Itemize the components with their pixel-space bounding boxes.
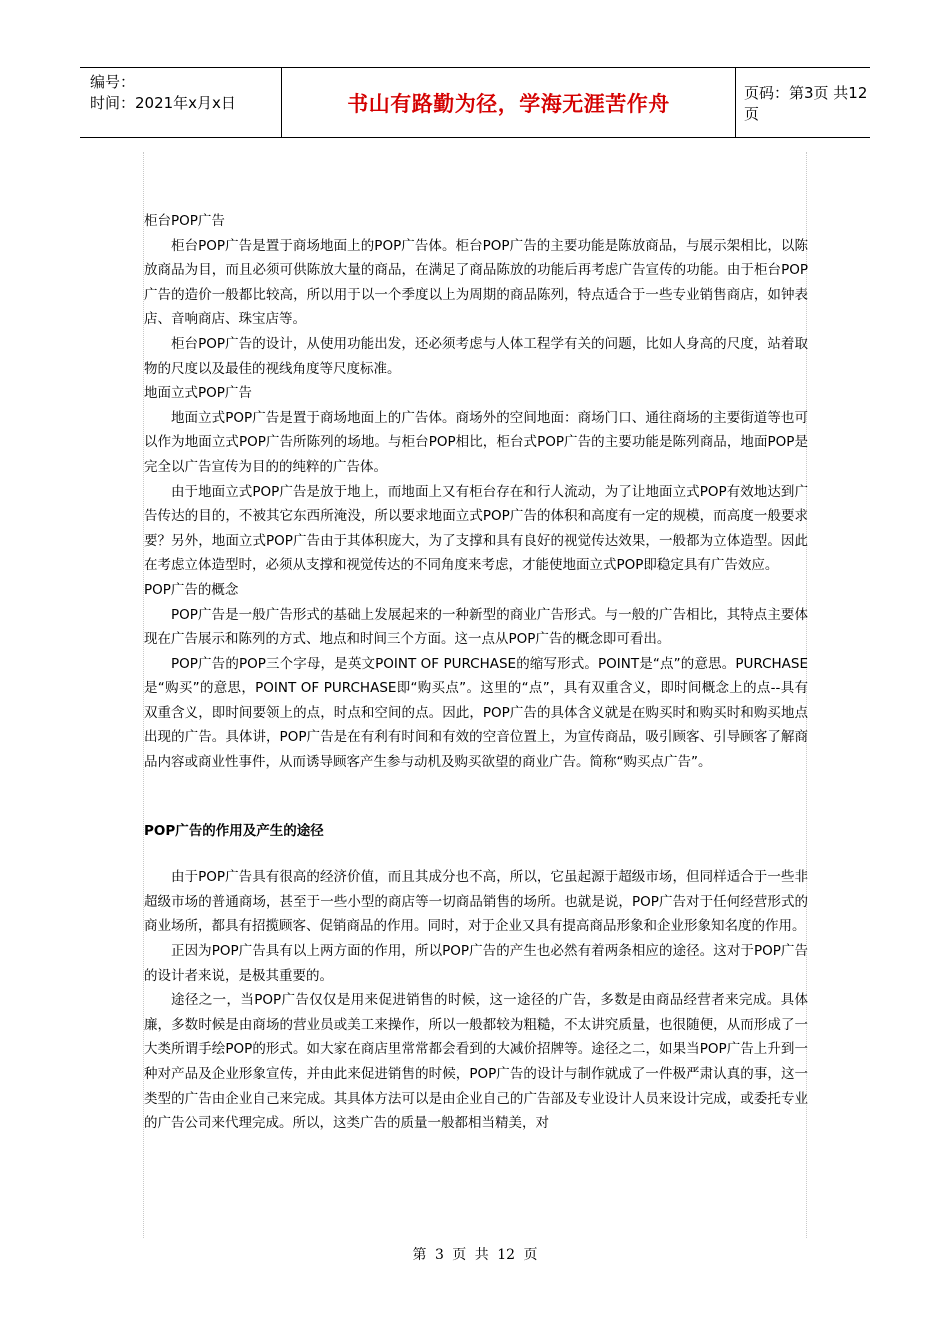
section-title: POP广告的作用及产生的途径: [144, 822, 324, 839]
body-paragraph: 由于地面立式POP广告是放于地上，而地面上又有柜台存在和行人流动，为了让地面立式POP有效地达到广告传达的目的，不被其它东西所淹没，所以要求地面立式POP广告的体积和高度有一定的规模，而高度一般要求要？另外，地面立式POP广告由于其体积庞大，为了支撑和具有良好的视觉传达效果，一般都为立体造型。因此在考虑立体造型时，必须从支撑和视觉传达的不同角度来考虑，才能使地面立式POP即稳定具有广告效应。: [144, 483, 808, 574]
date-label: 时间：2021年x月x日: [90, 94, 236, 112]
heading-counter-pop: 柜台POP广告: [144, 213, 225, 229]
page-footer: 第 3 页 共 12 页: [412, 1247, 538, 1263]
body-paragraph: POP广告是一般广告形式的基础上发展起来的一种新型的商业广告形式。与一般的广告相比，其特点主要体现在广告展示和陈列的方式、地点和时间三个方面。这一点从POP广告的概念即可看出。: [144, 606, 808, 648]
header-slogan-cell: [281, 68, 736, 137]
slogan: 书山有路勤为径，学海无涯苦作舟: [347, 91, 670, 116]
body-paragraph: 途径之一，当POP广告仅仅是用来促进销售的时候，这一途径的广告，多数是由商品经营者来完成。具体廉，多数时候是由商场的营业员或美工来操作，所以一般都较为粗糙，不太讲究质量，也很随便，从而形成了一大类所谓手绘POP的形式。如大家在商店里常常都会看到的大减价招牌等。途径之二，如果当POP广告上升到一种对产品及企业形象宣传，并由此来促进销售的时候，POP广告的设计与制作就成了一件极严肃认真的事，这一类型的广告由企业自己来完成。其具体方法可以是由企业自己的广告部及专业设计人员来设计完成，或委托专业的广告公司来代理完成。所以，这类广告的质量一般都相当精美，对: [144, 992, 808, 1132]
body-paragraph: 柜台POP广告的设计，从使用功能出发，还必须考虑与人体工程学有关的问题，比如人身高的尺度，站着取物的尺度以及最佳的视线角度等尺度标准。: [144, 335, 808, 377]
serial-label: 编号：: [90, 73, 136, 91]
body-paragraph: 由于POP广告具有很高的经济价值，而且其成分也不高，所以，它虽起源于超级市场，但同样适合于一些非超级市场的普通商场，甚至于一些小型的商店等一切商品销售的场所。也就是说，POP广告对于任何经营形式的商业场所，都具有招揽顾客、促销商品的作用。同时，对于企业又具有提高商品形象和企业形象知名度的作用。: [144, 869, 808, 935]
heading-pop-concept: POP广告的概念: [144, 581, 239, 598]
header-page-cell: [736, 68, 870, 137]
header-meta-cell: [80, 68, 281, 137]
heading-floor-pop: 地面立式POP广告: [144, 385, 252, 402]
page-info: 页码：第3页 共12页: [744, 83, 868, 123]
body-paragraph: 柜台POP广告是置于商场地面上的POP广告体。柜台POP广告的主要功能是陈放商品，与展示架相比，以陈放商品为目，而且必须可供陈放大量的商品，在满足了商品陈放的功能后再考虑广告宣传的功能。由于柜台POP广告的造价一般都比较高，所以用于以一个季度以上为周期的商品陈列，特点适合于一些专业销售商店，如钟表店、音响商店、珠宝店等。: [144, 237, 808, 328]
document-header: [80, 67, 870, 138]
body-paragraph: POP广告的POP三个字母，是英文POINT OF PURCHASE的缩写形式。POINT是“点”的意思。PURCHASE是“购买”的意思，POINT OF PURCHASE即“购买点”。这里的“点”，具有双重含义，即时间概念上的点--具有双重含义，即时间要领上的点，时点和空间的点。因此，POP广告的具体含义就是在购买时和购买时和购买地点出现的广告。具体讲，POP广告是在有利有时间和有效的空音位置上，为宣传商品，吸引顾客、引导顾客了解商品内容或商业性事件，从而诱导顾客产生参与动机及购买欲望的商业广告。简称“购买点广告”。: [144, 655, 808, 771]
body-paragraph: 正因为POP广告具有以上两方面的作用，所以POP广告的产生也必然有着两条相应的途径。这对于POP广告的设计者来说，是极其重要的。: [144, 943, 808, 984]
document-body: [144, 209, 808, 1136]
body-paragraph: 地面立式POP广告是置于商场地面上的广告体。商场外的空间地面：商场门口、通往商场的主要街道等也可以作为地面立式POP广告所陈列的场地。与柜台POP相比，柜台式POP广告的主要功能是陈列商品，地面POP是完全以广告宣传为目的的纯粹的广告体。: [144, 409, 808, 475]
